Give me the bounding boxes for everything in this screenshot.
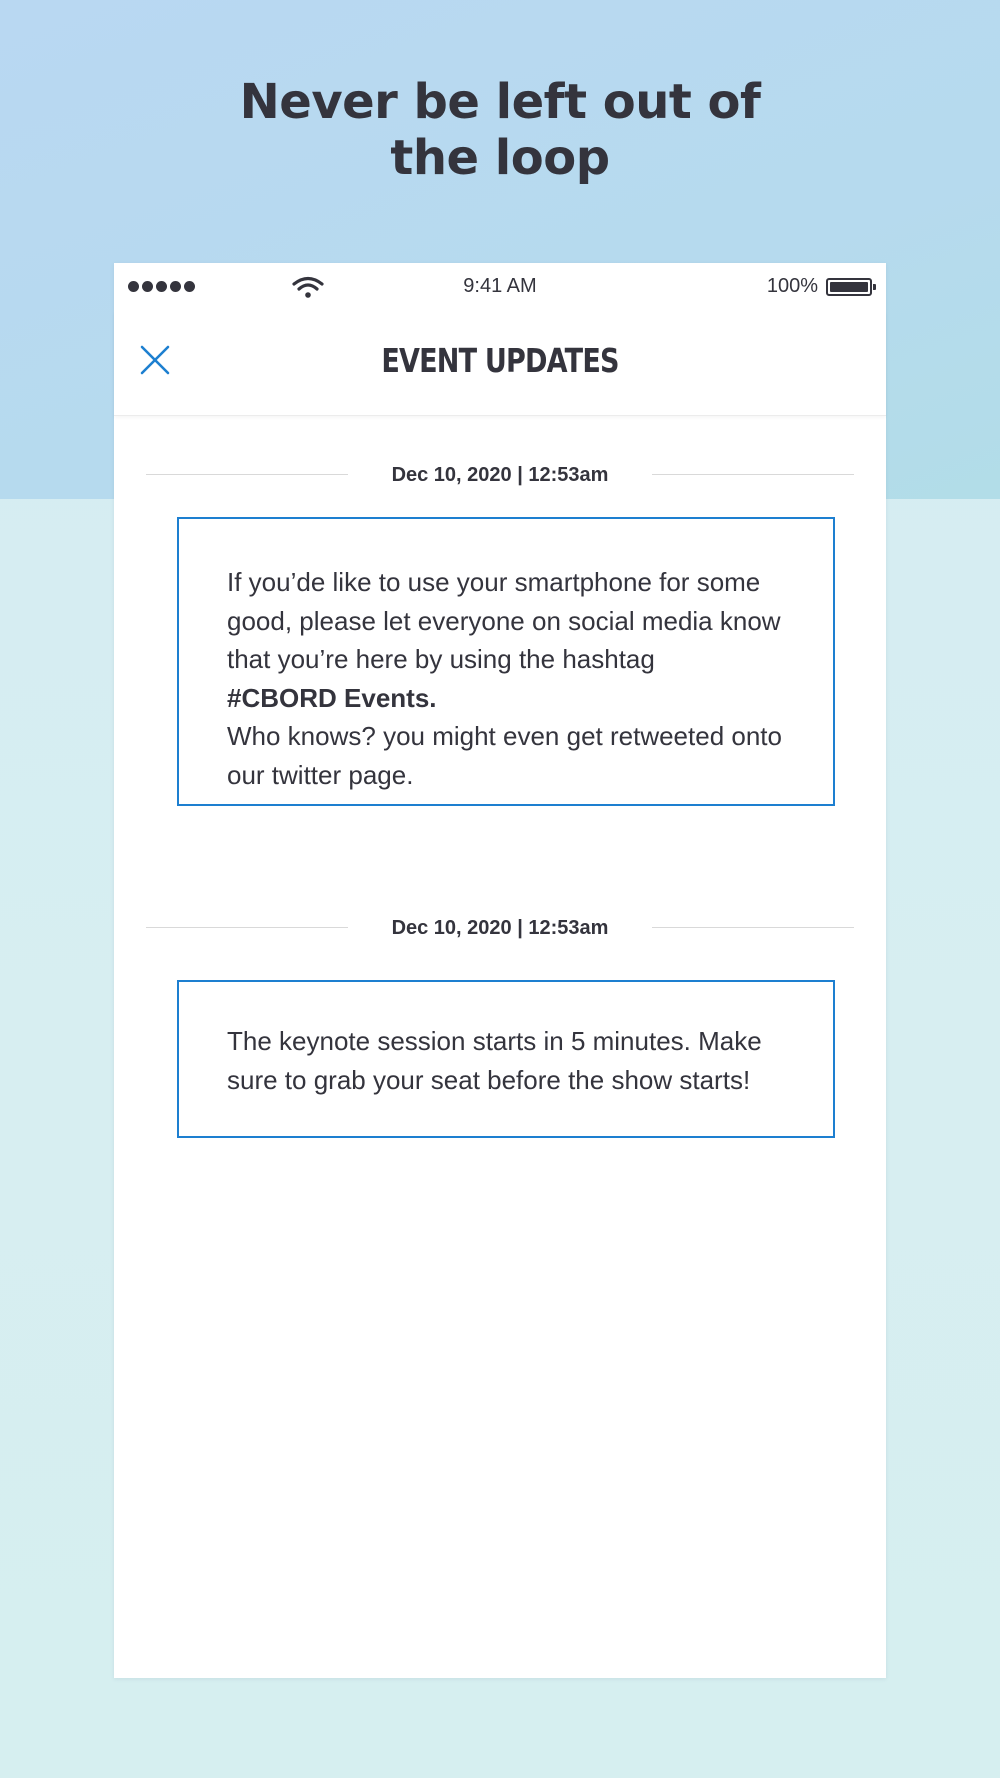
update-card <box>177 517 835 806</box>
update-message <box>227 563 793 794</box>
update-date-separator <box>146 913 854 943</box>
status-bar <box>114 263 886 311</box>
promo-headline-line-1: Never be left out of <box>239 74 761 130</box>
promo-headline-line-2: the loop <box>390 130 610 186</box>
battery-icon <box>826 278 872 296</box>
update-timestamp: Dec 10, 2020 | 12:53am <box>391 917 609 939</box>
phone-screen <box>114 263 886 1678</box>
update-date-separator <box>146 460 854 490</box>
update-message-text: If you’de like to use your smartphone for some good, please let everyone on social media know that you’re here by using the hashtag <box>227 567 781 674</box>
update-card <box>177 980 835 1138</box>
divider-line <box>652 927 854 928</box>
hashtag-text: #CBORD Events. <box>227 682 437 713</box>
close-icon[interactable] <box>138 343 172 377</box>
update-timestamp: Dec 10, 2020 | 12:53am <box>391 464 609 486</box>
divider-line <box>652 474 854 475</box>
status-time: 9:41 AM <box>463 275 537 297</box>
battery-percentage: 100% <box>766 275 818 297</box>
promo-headline <box>0 74 1000 186</box>
page-title: EVENT UPDATES <box>381 341 619 380</box>
navigation-bar <box>114 311 886 416</box>
update-message-text-continued: Who knows? you might even get retweeted onto our twitter page. <box>227 721 782 790</box>
update-message: The keynote session starts in 5 minutes. Make sure to grab your seat before the show starts! <box>227 1026 762 1095</box>
